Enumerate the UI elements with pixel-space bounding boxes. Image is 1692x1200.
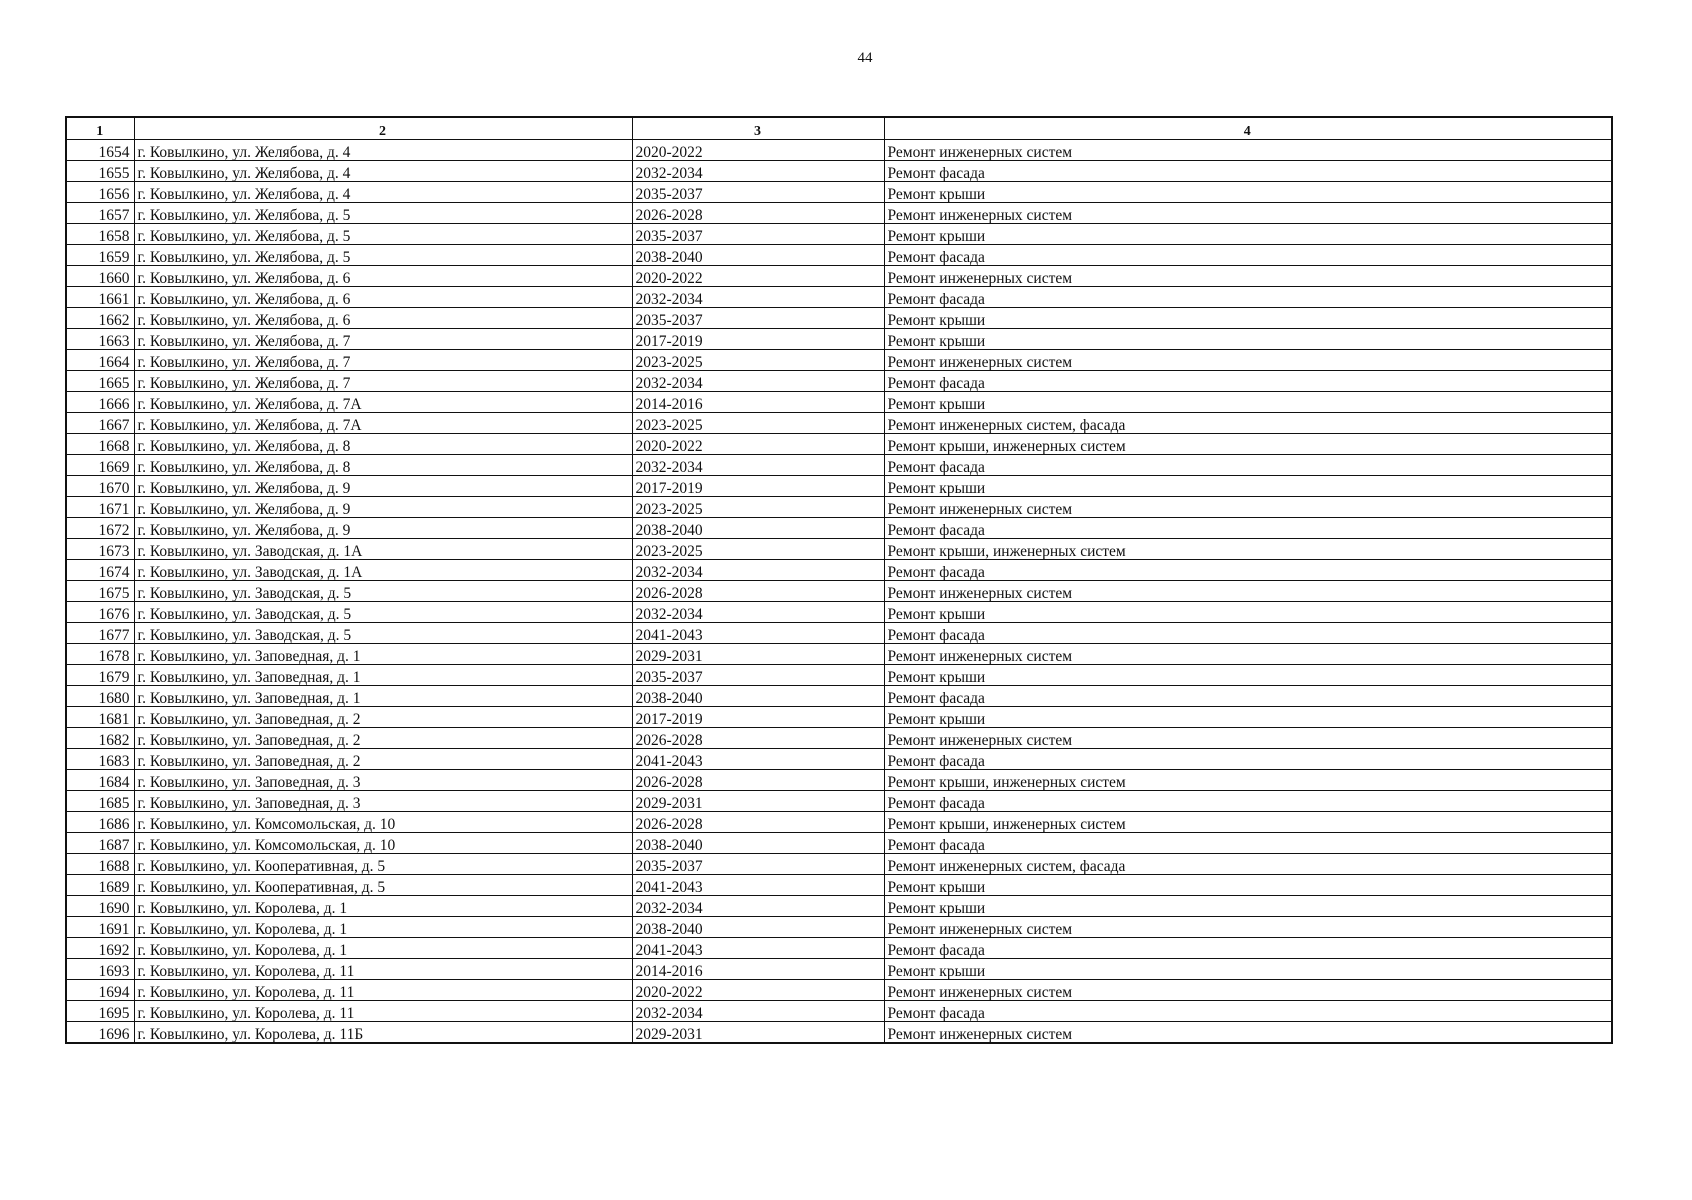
period-cell: 2026-2028 — [632, 812, 884, 833]
address-cell: г. Ковылкино, ул. Желябова, д. 9 — [134, 497, 632, 518]
table-row — [66, 980, 1612, 1001]
work-type-cell: Ремонт инженерных систем, фасада — [884, 413, 1612, 434]
address-cell: г. Ковылкино, ул. Желябова, д. 4 — [134, 182, 632, 203]
row-number-cell: 1686 — [66, 812, 134, 833]
work-type-cell: Ремонт крыши, инженерных систем — [884, 770, 1612, 791]
row-number-cell: 1689 — [66, 875, 134, 896]
column-header: 1 — [66, 117, 134, 140]
row-number-cell: 1656 — [66, 182, 134, 203]
period-cell: 2014-2016 — [632, 392, 884, 413]
period-cell: 2020-2022 — [632, 434, 884, 455]
period-cell: 2038-2040 — [632, 518, 884, 539]
address-cell: г. Ковылкино, ул. Желябова, д. 4 — [134, 140, 632, 161]
row-number-cell: 1679 — [66, 665, 134, 686]
address-cell: г. Ковылкино, ул. Заповедная, д. 1 — [134, 686, 632, 707]
work-type-cell: Ремонт инженерных систем — [884, 266, 1612, 287]
row-number-cell: 1673 — [66, 539, 134, 560]
row-number-cell: 1688 — [66, 854, 134, 875]
row-number-cell: 1655 — [66, 161, 134, 182]
table-row — [66, 560, 1612, 581]
row-number-cell: 1669 — [66, 455, 134, 476]
address-cell: г. Ковылкино, ул. Желябова, д. 7А — [134, 413, 632, 434]
row-number-cell: 1693 — [66, 959, 134, 980]
address-cell: г. Ковылкино, ул. Заповедная, д. 3 — [134, 770, 632, 791]
work-type-cell: Ремонт фасада — [884, 560, 1612, 581]
table-row — [66, 245, 1612, 266]
work-type-cell: Ремонт крыши, инженерных систем — [884, 812, 1612, 833]
row-number-cell: 1682 — [66, 728, 134, 749]
work-type-cell: Ремонт крыши — [884, 896, 1612, 917]
work-type-cell: Ремонт крыши — [884, 875, 1612, 896]
capital-repair-table — [65, 116, 1613, 1044]
work-type-cell: Ремонт крыши — [884, 707, 1612, 728]
work-type-cell: Ремонт крыши — [884, 959, 1612, 980]
row-number-cell: 1660 — [66, 266, 134, 287]
work-type-cell: Ремонт фасада — [884, 161, 1612, 182]
table-row — [66, 854, 1612, 875]
row-number-cell: 1663 — [66, 329, 134, 350]
table-row — [66, 392, 1612, 413]
address-cell: г. Ковылкино, ул. Желябова, д. 7А — [134, 392, 632, 413]
period-cell: 2026-2028 — [632, 770, 884, 791]
table-row — [66, 1001, 1612, 1022]
period-cell: 2017-2019 — [632, 329, 884, 350]
table-row — [66, 287, 1612, 308]
table-row — [66, 938, 1612, 959]
work-type-cell: Ремонт фасада — [884, 749, 1612, 770]
address-cell: г. Ковылкино, ул. Желябова, д. 9 — [134, 476, 632, 497]
row-number-cell: 1680 — [66, 686, 134, 707]
column-header: 4 — [884, 117, 1612, 140]
period-cell: 2032-2034 — [632, 1001, 884, 1022]
row-number-cell: 1681 — [66, 707, 134, 728]
address-cell: г. Ковылкино, ул. Комсомольская, д. 10 — [134, 833, 632, 854]
period-cell: 2035-2037 — [632, 224, 884, 245]
period-cell: 2041-2043 — [632, 938, 884, 959]
period-cell: 2029-2031 — [632, 1022, 884, 1044]
period-cell: 2020-2022 — [632, 266, 884, 287]
table-row — [66, 371, 1612, 392]
period-cell: 2038-2040 — [632, 686, 884, 707]
work-type-cell: Ремонт крыши, инженерных систем — [884, 539, 1612, 560]
period-cell: 2035-2037 — [632, 308, 884, 329]
column-header: 2 — [134, 117, 632, 140]
work-type-cell: Ремонт инженерных систем, фасада — [884, 854, 1612, 875]
work-type-cell: Ремонт фасада — [884, 686, 1612, 707]
work-type-cell: Ремонт крыши — [884, 329, 1612, 350]
address-cell: г. Ковылкино, ул. Королева, д. 1 — [134, 917, 632, 938]
address-cell: г. Ковылкино, ул. Желябова, д. 6 — [134, 308, 632, 329]
table-row — [66, 455, 1612, 476]
table-row — [66, 602, 1612, 623]
period-cell: 2032-2034 — [632, 896, 884, 917]
address-cell: г. Ковылкино, ул. Королева, д. 11 — [134, 1001, 632, 1022]
work-type-cell: Ремонт инженерных систем — [884, 644, 1612, 665]
work-type-cell: Ремонт фасада — [884, 245, 1612, 266]
address-cell: г. Ковылкино, ул. Кооперативная, д. 5 — [134, 875, 632, 896]
address-cell: г. Ковылкино, ул. Заповедная, д. 1 — [134, 665, 632, 686]
row-number-cell: 1685 — [66, 791, 134, 812]
table-row — [66, 896, 1612, 917]
period-cell: 2041-2043 — [632, 623, 884, 644]
table-row — [66, 623, 1612, 644]
work-type-cell: Ремонт крыши, инженерных систем — [884, 434, 1612, 455]
table-row — [66, 728, 1612, 749]
work-type-cell: Ремонт инженерных систем — [884, 728, 1612, 749]
work-type-cell: Ремонт инженерных систем — [884, 581, 1612, 602]
address-cell: г. Ковылкино, ул. Желябова, д. 5 — [134, 224, 632, 245]
table-row — [66, 266, 1612, 287]
work-type-cell: Ремонт инженерных систем — [884, 140, 1612, 161]
row-number-cell: 1658 — [66, 224, 134, 245]
table-row — [66, 203, 1612, 224]
row-number-cell: 1690 — [66, 896, 134, 917]
period-cell: 2032-2034 — [632, 560, 884, 581]
row-number-cell: 1668 — [66, 434, 134, 455]
table-row — [66, 329, 1612, 350]
row-number-cell: 1654 — [66, 140, 134, 161]
row-number-cell: 1691 — [66, 917, 134, 938]
work-type-cell: Ремонт инженерных систем — [884, 1022, 1612, 1044]
work-type-cell: Ремонт фасада — [884, 518, 1612, 539]
period-cell: 2032-2034 — [632, 455, 884, 476]
row-number-cell: 1696 — [66, 1022, 134, 1044]
period-cell: 2032-2034 — [632, 602, 884, 623]
work-type-cell: Ремонт крыши — [884, 182, 1612, 203]
row-number-cell: 1661 — [66, 287, 134, 308]
period-cell: 2041-2043 — [632, 875, 884, 896]
table-row — [66, 476, 1612, 497]
table-row — [66, 959, 1612, 980]
period-cell: 2029-2031 — [632, 644, 884, 665]
row-number-cell: 1678 — [66, 644, 134, 665]
period-cell: 2041-2043 — [632, 749, 884, 770]
period-cell: 2035-2037 — [632, 665, 884, 686]
column-number-header-row — [66, 117, 1612, 140]
row-number-cell: 1665 — [66, 371, 134, 392]
table-row — [66, 161, 1612, 182]
address-cell: г. Ковылкино, ул. Королева, д. 11 — [134, 980, 632, 1001]
table-row — [66, 644, 1612, 665]
row-number-cell: 1683 — [66, 749, 134, 770]
address-cell: г. Ковылкино, ул. Заповедная, д. 2 — [134, 728, 632, 749]
address-cell: г. Ковылкино, ул. Желябова, д. 6 — [134, 266, 632, 287]
address-cell: г. Ковылкино, ул. Заповедная, д. 1 — [134, 644, 632, 665]
address-cell: г. Ковылкино, ул. Заповедная, д. 2 — [134, 707, 632, 728]
row-number-cell: 1671 — [66, 497, 134, 518]
period-cell: 2017-2019 — [632, 476, 884, 497]
period-cell: 2014-2016 — [632, 959, 884, 980]
period-cell: 2026-2028 — [632, 581, 884, 602]
period-cell: 2038-2040 — [632, 245, 884, 266]
period-cell: 2038-2040 — [632, 917, 884, 938]
work-type-cell: Ремонт крыши — [884, 308, 1612, 329]
address-cell: г. Ковылкино, ул. Заводская, д. 5 — [134, 581, 632, 602]
row-number-cell: 1664 — [66, 350, 134, 371]
row-number-cell: 1667 — [66, 413, 134, 434]
period-cell: 2038-2040 — [632, 833, 884, 854]
table-body — [66, 140, 1612, 1044]
table-row — [66, 413, 1612, 434]
table-row — [66, 308, 1612, 329]
row-number-cell: 1659 — [66, 245, 134, 266]
address-cell: г. Ковылкино, ул. Желябова, д. 5 — [134, 203, 632, 224]
address-cell: г. Ковылкино, ул. Желябова, д. 4 — [134, 161, 632, 182]
address-cell: г. Ковылкино, ул. Королева, д. 1 — [134, 896, 632, 917]
row-number-cell: 1695 — [66, 1001, 134, 1022]
address-cell: г. Ковылкино, ул. Королева, д. 11 — [134, 959, 632, 980]
address-cell: г. Ковылкино, ул. Желябова, д. 9 — [134, 518, 632, 539]
table-row — [66, 875, 1612, 896]
work-type-cell: Ремонт крыши — [884, 392, 1612, 413]
row-number-cell: 1662 — [66, 308, 134, 329]
address-cell: г. Ковылкино, ул. Заводская, д. 1А — [134, 560, 632, 581]
work-type-cell: Ремонт крыши — [884, 602, 1612, 623]
table-row — [66, 791, 1612, 812]
period-cell: 2023-2025 — [632, 539, 884, 560]
address-cell: г. Ковылкино, ул. Заводская, д. 5 — [134, 623, 632, 644]
work-type-cell: Ремонт инженерных систем — [884, 917, 1612, 938]
table-row — [66, 833, 1612, 854]
table-row — [66, 434, 1612, 455]
table-row — [66, 749, 1612, 770]
table-row — [66, 518, 1612, 539]
work-type-cell: Ремонт инженерных систем — [884, 203, 1612, 224]
work-type-cell: Ремонт крыши — [884, 665, 1612, 686]
period-cell: 2035-2037 — [632, 854, 884, 875]
work-type-cell: Ремонт фасада — [884, 833, 1612, 854]
column-header: 3 — [632, 117, 884, 140]
row-number-cell: 1674 — [66, 560, 134, 581]
period-cell: 2026-2028 — [632, 728, 884, 749]
work-type-cell: Ремонт крыши — [884, 476, 1612, 497]
table-row — [66, 350, 1612, 371]
period-cell: 2035-2037 — [632, 182, 884, 203]
table-row — [66, 770, 1612, 791]
row-number-cell: 1694 — [66, 980, 134, 1001]
table-row — [66, 539, 1612, 560]
table-row — [66, 581, 1612, 602]
row-number-cell: 1687 — [66, 833, 134, 854]
work-type-cell: Ремонт фасада — [884, 455, 1612, 476]
work-type-cell: Ремонт крыши — [884, 224, 1612, 245]
table-row — [66, 140, 1612, 161]
address-cell: г. Ковылкино, ул. Заповедная, д. 3 — [134, 791, 632, 812]
address-cell: г. Ковылкино, ул. Желябова, д. 6 — [134, 287, 632, 308]
period-cell: 2032-2034 — [632, 371, 884, 392]
table-row — [66, 224, 1612, 245]
period-cell: 2023-2025 — [632, 497, 884, 518]
work-type-cell: Ремонт фасада — [884, 623, 1612, 644]
table-row — [66, 497, 1612, 518]
work-type-cell: Ремонт фасада — [884, 791, 1612, 812]
row-number-cell: 1692 — [66, 938, 134, 959]
table-row — [66, 182, 1612, 203]
period-cell: 2020-2022 — [632, 980, 884, 1001]
address-cell: г. Ковылкино, ул. Желябова, д. 5 — [134, 245, 632, 266]
period-cell: 2026-2028 — [632, 203, 884, 224]
work-type-cell: Ремонт фасада — [884, 287, 1612, 308]
work-type-cell: Ремонт инженерных систем — [884, 497, 1612, 518]
row-number-cell: 1657 — [66, 203, 134, 224]
row-number-cell: 1670 — [66, 476, 134, 497]
period-cell: 2020-2022 — [632, 140, 884, 161]
address-cell: г. Ковылкино, ул. Комсомольская, д. 10 — [134, 812, 632, 833]
address-cell: г. Ковылкино, ул. Желябова, д. 7 — [134, 350, 632, 371]
row-number-cell: 1677 — [66, 623, 134, 644]
work-type-cell: Ремонт инженерных систем — [884, 350, 1612, 371]
address-cell: г. Ковылкино, ул. Желябова, д. 8 — [134, 455, 632, 476]
row-number-cell: 1672 — [66, 518, 134, 539]
period-cell: 2029-2031 — [632, 791, 884, 812]
work-type-cell: Ремонт фасада — [884, 1001, 1612, 1022]
work-type-cell: Ремонт фасада — [884, 938, 1612, 959]
address-cell: г. Ковылкино, ул. Заводская, д. 1А — [134, 539, 632, 560]
period-cell: 2023-2025 — [632, 350, 884, 371]
address-cell: г. Ковылкино, ул. Королева, д. 1 — [134, 938, 632, 959]
period-cell: 2023-2025 — [632, 413, 884, 434]
address-cell: г. Ковылкино, ул. Заповедная, д. 2 — [134, 749, 632, 770]
address-cell: г. Ковылкино, ул. Кооперативная, д. 5 — [134, 854, 632, 875]
address-cell: г. Ковылкино, ул. Королева, д. 11Б — [134, 1022, 632, 1044]
table-row — [66, 665, 1612, 686]
work-type-cell: Ремонт инженерных систем — [884, 980, 1612, 1001]
period-cell: 2032-2034 — [632, 287, 884, 308]
work-type-cell: Ремонт фасада — [884, 371, 1612, 392]
page-number: 44 — [857, 50, 873, 66]
period-cell: 2032-2034 — [632, 161, 884, 182]
row-number-cell: 1684 — [66, 770, 134, 791]
table-row — [66, 686, 1612, 707]
table-row — [66, 1022, 1612, 1044]
address-cell: г. Ковылкино, ул. Желябова, д. 8 — [134, 434, 632, 455]
address-cell: г. Ковылкино, ул. Желябова, д. 7 — [134, 329, 632, 350]
row-number-cell: 1676 — [66, 602, 134, 623]
row-number-cell: 1675 — [66, 581, 134, 602]
period-cell: 2017-2019 — [632, 707, 884, 728]
table-row — [66, 812, 1612, 833]
table-row — [66, 917, 1612, 938]
table-row — [66, 707, 1612, 728]
address-cell: г. Ковылкино, ул. Заводская, д. 5 — [134, 602, 632, 623]
address-cell: г. Ковылкино, ул. Желябова, д. 7 — [134, 371, 632, 392]
row-number-cell: 1666 — [66, 392, 134, 413]
